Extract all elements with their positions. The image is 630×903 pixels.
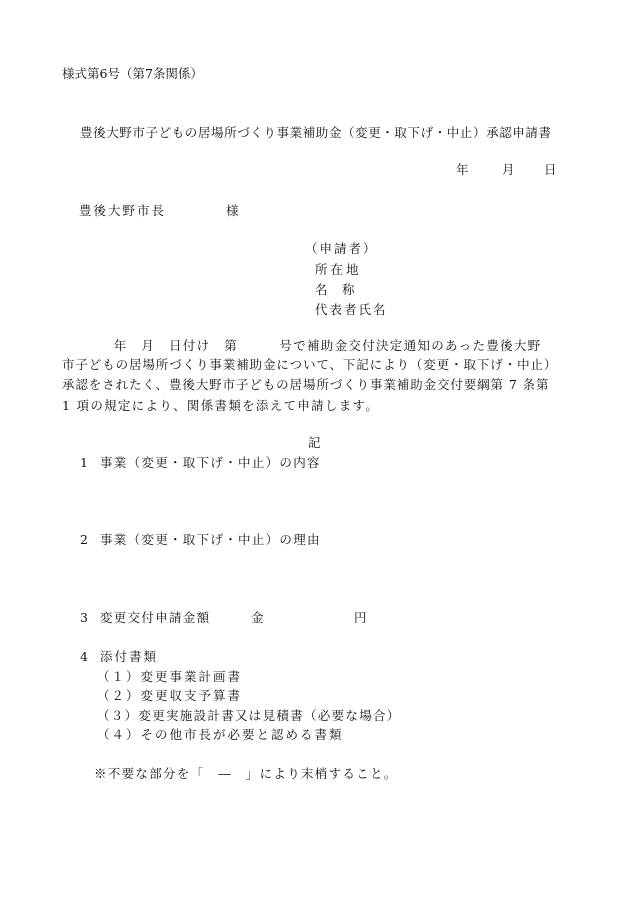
item3-prefix: 金 (251, 610, 264, 625)
body-line-3: 承認をされたく、豊後大野市子どもの居場所づくり事業補助金交付要綱第 7 条第 (62, 377, 550, 392)
item3-text: 変更交付申請金額 (100, 610, 211, 625)
form-number: 様式第6号（第7条関係） (62, 66, 203, 81)
attachment-2: （２）変更収支予算書 (97, 688, 243, 703)
item2-text: 事業（変更・取下げ・中止）の理由 (100, 532, 321, 547)
item3-number: 3 (80, 610, 88, 625)
body-line-2: 市子どもの居場所づくり事業補助金について、下記により（変更・取下げ・中止） (62, 357, 558, 372)
applicant-representative-label: 代表者氏名 (315, 302, 388, 317)
date-month: 月 (502, 162, 515, 177)
addressee-name: 豊後大野市長 (79, 203, 167, 218)
item2-number: 2 (80, 532, 88, 547)
item3-unit: 円 (354, 610, 367, 625)
document-title: 豊後大野市子どもの居場所づくり事業補助金（変更・取下げ・中止）承認申請書 (80, 125, 552, 140)
body-line-4: 1 項の規定により、関係書類を添えて申請します。 (62, 398, 380, 413)
applicant-heading: （申請者） (305, 241, 378, 256)
attachment-1: （１）変更事業計画書 (97, 669, 243, 684)
footnote: ※不要な部分を「 ― 」により末梢すること。 (94, 766, 398, 781)
body-line-1: 年 月 日付け 第 号で補助金交付決定通知のあった豊後大野 (100, 338, 542, 353)
addressee-honorific: 様 (226, 203, 239, 218)
item4-number: 4 (80, 649, 88, 664)
date-year: 年 (456, 162, 469, 177)
applicant-address-label: 所在地 (315, 262, 362, 277)
attachment-3: （３）変更実施設計書又は見積書（必要な場合） (97, 708, 401, 723)
item1-number: 1 (80, 455, 88, 470)
item1-text: 事業（変更・取下げ・中止）の内容 (100, 455, 321, 470)
attachment-4: （４）その他市長が必要と認める書類 (97, 727, 344, 742)
ki-heading: 記 (308, 435, 321, 450)
date-day: 日 (544, 162, 557, 177)
item4-text: 添付書類 (100, 649, 159, 664)
applicant-name-label: 名 称 (315, 282, 356, 297)
